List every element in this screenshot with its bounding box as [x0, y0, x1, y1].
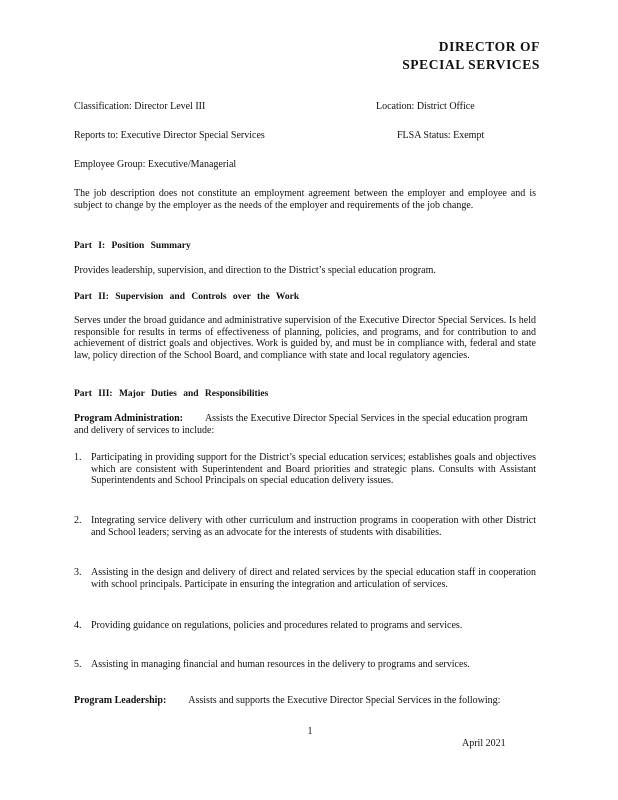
- title-line-2: SPECIAL SERVICES: [402, 57, 540, 72]
- location: Location: District Office: [376, 101, 475, 112]
- list-item-text: Participating in providing support for the District’s special education services; establishes goals and objectives which are consistent with Superintendent and Board priorities and strategic plans. Consults with Assistant Superintendents and School Principals on special education delivery issues.: [91, 452, 536, 486]
- program-leadership-label: Program Leadership:: [74, 695, 167, 706]
- list-item-text: Providing guidance on regulations, policies and procedures related to programs and services.: [91, 620, 463, 631]
- part1-heading: Part I: Position Summary: [74, 241, 191, 251]
- list-item-number: 3.: [74, 567, 82, 578]
- list-item-number: 5.: [74, 659, 82, 670]
- program-leadership: [74, 695, 536, 707]
- part1-text: Provides leadership, supervision, and direction to the District’s special education program.: [74, 265, 436, 276]
- program-administration: [74, 413, 536, 437]
- list-item-number: 4.: [74, 620, 82, 631]
- classification: Classification: Director Level III: [74, 101, 206, 112]
- program-administration-label: Program Administration:: [74, 413, 183, 424]
- page-number: 1: [307, 726, 313, 737]
- flsa-status: FLSA Status: Exempt: [397, 130, 485, 141]
- reports-to: Reports to: Executive Director Special Services: [74, 130, 265, 141]
- document-title: [330, 38, 540, 74]
- list-item-text: Integrating service delivery with other curriculum and instruction programs in cooperation with other District and School leaders; serving as an advocate for the interests of students with disabilities.: [91, 515, 536, 538]
- part2-heading: Part II: Supervision and Controls over the Work: [74, 292, 300, 302]
- part3-heading: Part III: Major Duties and Responsibilities: [74, 389, 269, 399]
- list-item-text: Assisting in managing financial and human resources in the delivery to programs and services.: [91, 659, 470, 670]
- part2-text: Serves under the broad guidance and administrative supervision of the Executive Director Special Services. Is held responsible for results in terms of effectiveness of planning, policies, and programs, and for contribution to and achievement of district goals and objectives. Work is guided by, and must be in compliance with, federal and state law, policy direction of the School Board, and compliance with state and local regulatory agencies.: [74, 315, 536, 361]
- list-item-number: 1.: [74, 452, 82, 463]
- revision-date: April 2021: [462, 738, 506, 749]
- program-administration-text: Assists the Executive Director Special Services in the special education program and delivery of services to include:: [74, 413, 528, 436]
- program-leadership-text: Assists and supports the Executive Director Special Services in the following:: [188, 695, 501, 706]
- list-item-number: 2.: [74, 515, 82, 526]
- list-item-text: Assisting in the design and delivery of direct and related services by the special education staff in cooperation with school principals. Participate in ensuring the integration and articulation of services.: [91, 567, 536, 590]
- title-line-1: DIRECTOR OF: [438, 39, 540, 54]
- employee-group: Employee Group: Executive/Managerial: [74, 159, 237, 170]
- disclaimer-paragraph: The job description does not constitute an employment agreement between the employer and employee and is subject to change by the employer as the needs of the employer and requirements of the job change.: [74, 188, 536, 211]
